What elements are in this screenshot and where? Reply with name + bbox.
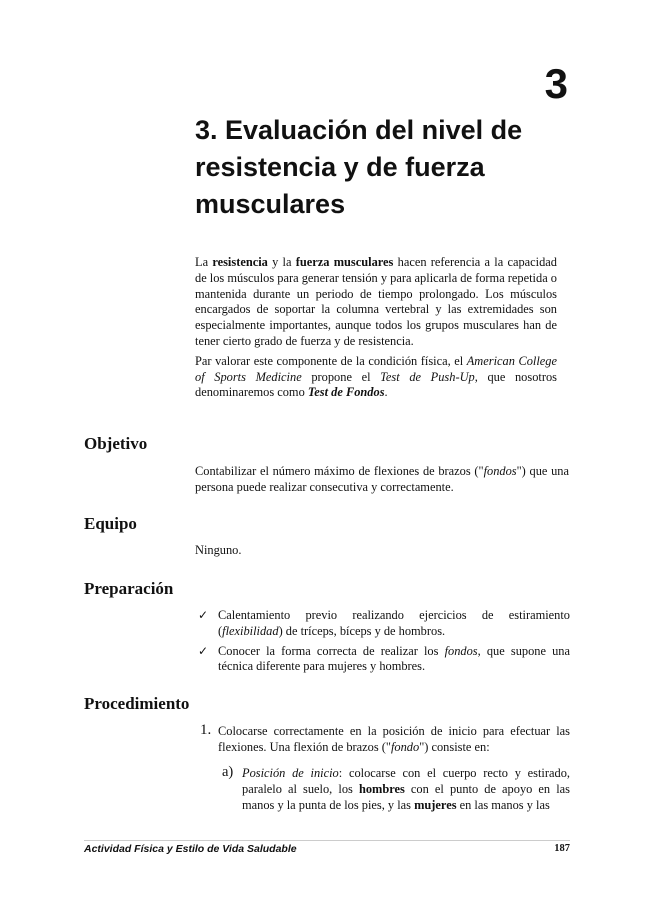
section-heading-preparacion: Preparación (84, 579, 174, 598)
footer-book-title: Actividad Física y Estilo de Vida Saludable (84, 843, 297, 855)
preparacion-checklist (198, 608, 570, 679)
checkmark-icon: ✓ (198, 608, 209, 622)
checkmark-icon: ✓ (198, 643, 209, 658)
list-item: ✓ Conocer la forma correcta de realizar los fondos, que supone una técnica diferente para mujeres y hombres. (198, 643, 570, 674)
objetivo-text: Contabilizar el número máximo de flexiones de brazos ("fondos") que una persona puede realizar consecutiva y correctamente. (195, 464, 569, 494)
procedure-step-1: 1. Colocarse correctamente en la posición de inicio para efectuar las flexiones. Una flexión de brazos ("fondo") consiste en: (200, 722, 570, 754)
section-heading-objetivo: Objetivo (84, 434, 148, 453)
equipo-text: Ninguno. (195, 543, 242, 557)
footer-divider (84, 840, 570, 841)
intro-paragraph-1: La resistencia y la fuerza musculares hacen referencia a la capacidad de los músculos para generar tensión y para aplicarla de forma repetida o mantenida durante un periodo de tiempo prolongado. Los músculos encargados de soportar la columna vertebral y las extremidades son especialmente importantes, aunque todos los grupos musculares han de tener cierto grado de fuerza y de resistencia. (195, 255, 557, 348)
substep-label: a) (222, 764, 234, 780)
chapter-title: 3. Evaluación del nivel de resistencia y de fuerza musculares (195, 115, 523, 219)
procedure-substep-a: a) Posición de inicio: colocarse con el cuerpo recto y estirado, paralelo al suelo, los hombres con el punto de apoyo en las manos y la punta de los pies, y las mujeres en las manos y las (222, 764, 570, 812)
footer-page-number: 187 (554, 843, 570, 854)
section-heading-equipo: Equipo (84, 514, 137, 533)
intro-text (195, 255, 557, 401)
intro-paragraph-2: Par valorar este componente de la condición física, el American College of Sports Medicine propone el Test de Push-Up, que nosotros denominaremos como Test de Fondos. (195, 353, 557, 400)
chapter-number: 3 (544, 60, 568, 107)
step-number: 1. (200, 722, 212, 738)
section-heading-procedimiento: Procedimiento (84, 694, 190, 713)
list-item: ✓ Calentamiento previo realizando ejercicios de estiramiento (flexibilidad) de tríceps, bíceps y de hombros. (198, 608, 570, 638)
